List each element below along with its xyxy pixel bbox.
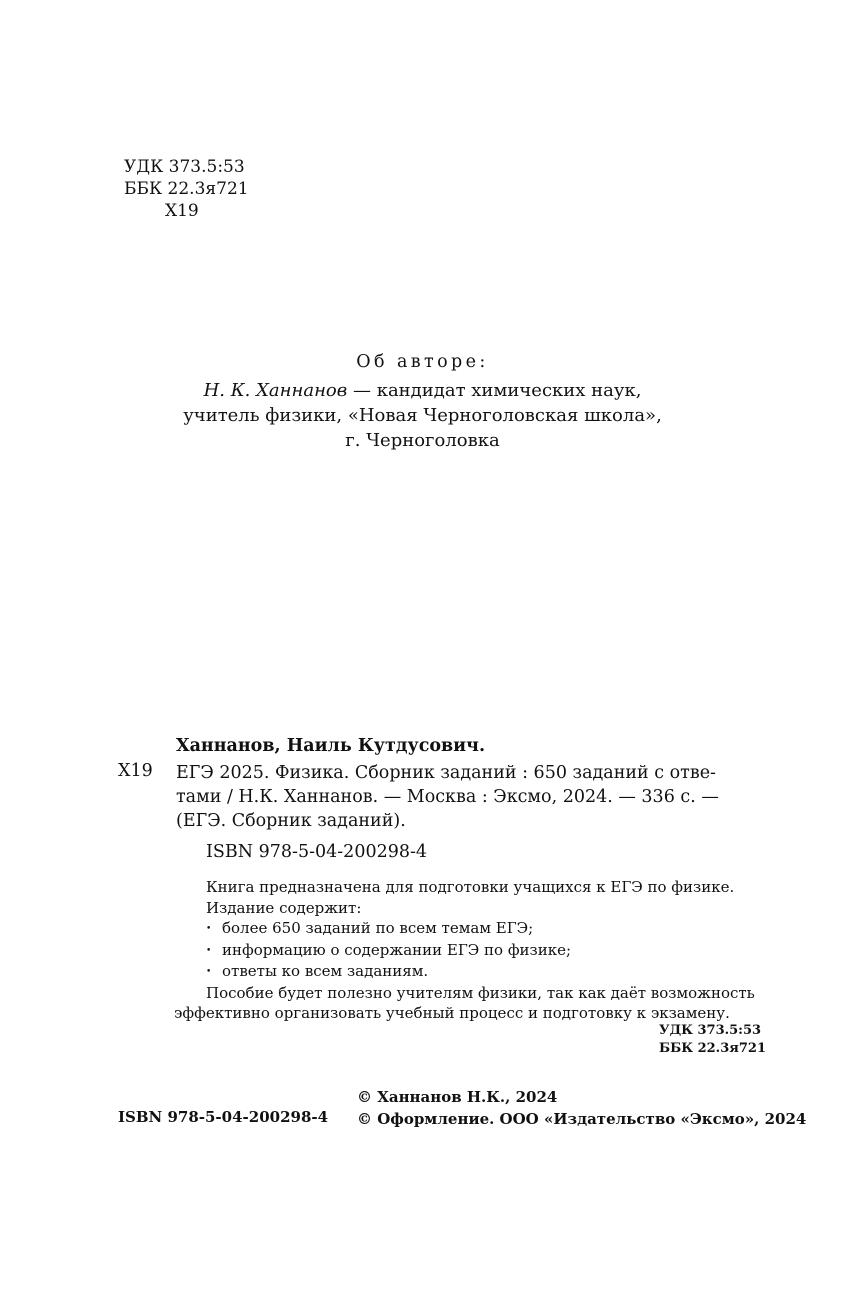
- bullet-text: ответы ко всем заданиям.: [222, 962, 429, 980]
- catalog-mark: Х19: [118, 761, 153, 781]
- bottom-isbn: ISBN 978-5-04-200298-4: [118, 1108, 329, 1126]
- bullet-text: более 650 заданий по всем темам ЕГЭ;: [222, 919, 534, 937]
- catalog-desc-line: ЕГЭ 2025. Физика. Сборник заданий : 650 заданий с отве-: [176, 763, 716, 783]
- udk-code: УДК 373.5:53: [124, 157, 245, 177]
- catalog-desc-line: (ЕГЭ. Сборник заданий).: [176, 811, 406, 831]
- about-author-heading: Об авторе:: [356, 352, 489, 372]
- bullet-text: информацию о содержании ЕГЭ по физике;: [222, 940, 572, 959]
- abstract-bullet: [206, 961, 768, 983]
- copyright-design: © Оформление. ООО «Издательство «Эксмо», 2024: [357, 1109, 807, 1128]
- abstract-udk: УДК 373.5:53: [659, 1023, 762, 1038]
- classification-codes: [124, 156, 249, 222]
- author-mark: Х19: [165, 201, 199, 221]
- copyright-block: [357, 1087, 806, 1130]
- abstract-line: Книга предназначена для подготовки учащихся к ЕГЭ по физике.: [206, 878, 735, 896]
- about-line-2: учитель физики, «Новая Черноголовская школа»,: [183, 405, 662, 426]
- abstract-bullet: [206, 918, 768, 940]
- bbk-code: ББК 22.3я721: [124, 179, 249, 199]
- abstract-bbk: ББК 22.3я721: [659, 1041, 766, 1056]
- about-line-1: [0, 378, 845, 403]
- abstract-bullet: [206, 940, 768, 962]
- about-line-3: г. Черноголовка: [345, 430, 500, 451]
- about-author-name: Н. К. Ханнанов: [203, 380, 348, 401]
- abstract-line: Пособие будет полезно учителям физики, так как даёт возможность: [206, 983, 755, 1002]
- catalog-description: [176, 761, 719, 833]
- about-author-text: [0, 378, 845, 453]
- abstract: [174, 877, 768, 1024]
- catalog-author: Ханнанов, Наиль Кутдусович.: [176, 736, 486, 756]
- abstract-codes: [659, 1022, 766, 1058]
- about-credentials: — кандидат химических наук,: [347, 380, 642, 401]
- copyright-author: © Ханнанов Н.К., 2024: [357, 1088, 558, 1106]
- catalog-desc-line: тами / Н.К. Ханнанов. — Москва : Эксмо, 2024. — 336 с. —: [176, 787, 719, 807]
- abstract-line: Издание содержит:: [206, 898, 362, 917]
- catalog-isbn: ISBN 978-5-04-200298-4: [206, 842, 428, 862]
- abstract-line: эффективно организовать учебный процесс и подготовку к экзамену.: [174, 1004, 730, 1022]
